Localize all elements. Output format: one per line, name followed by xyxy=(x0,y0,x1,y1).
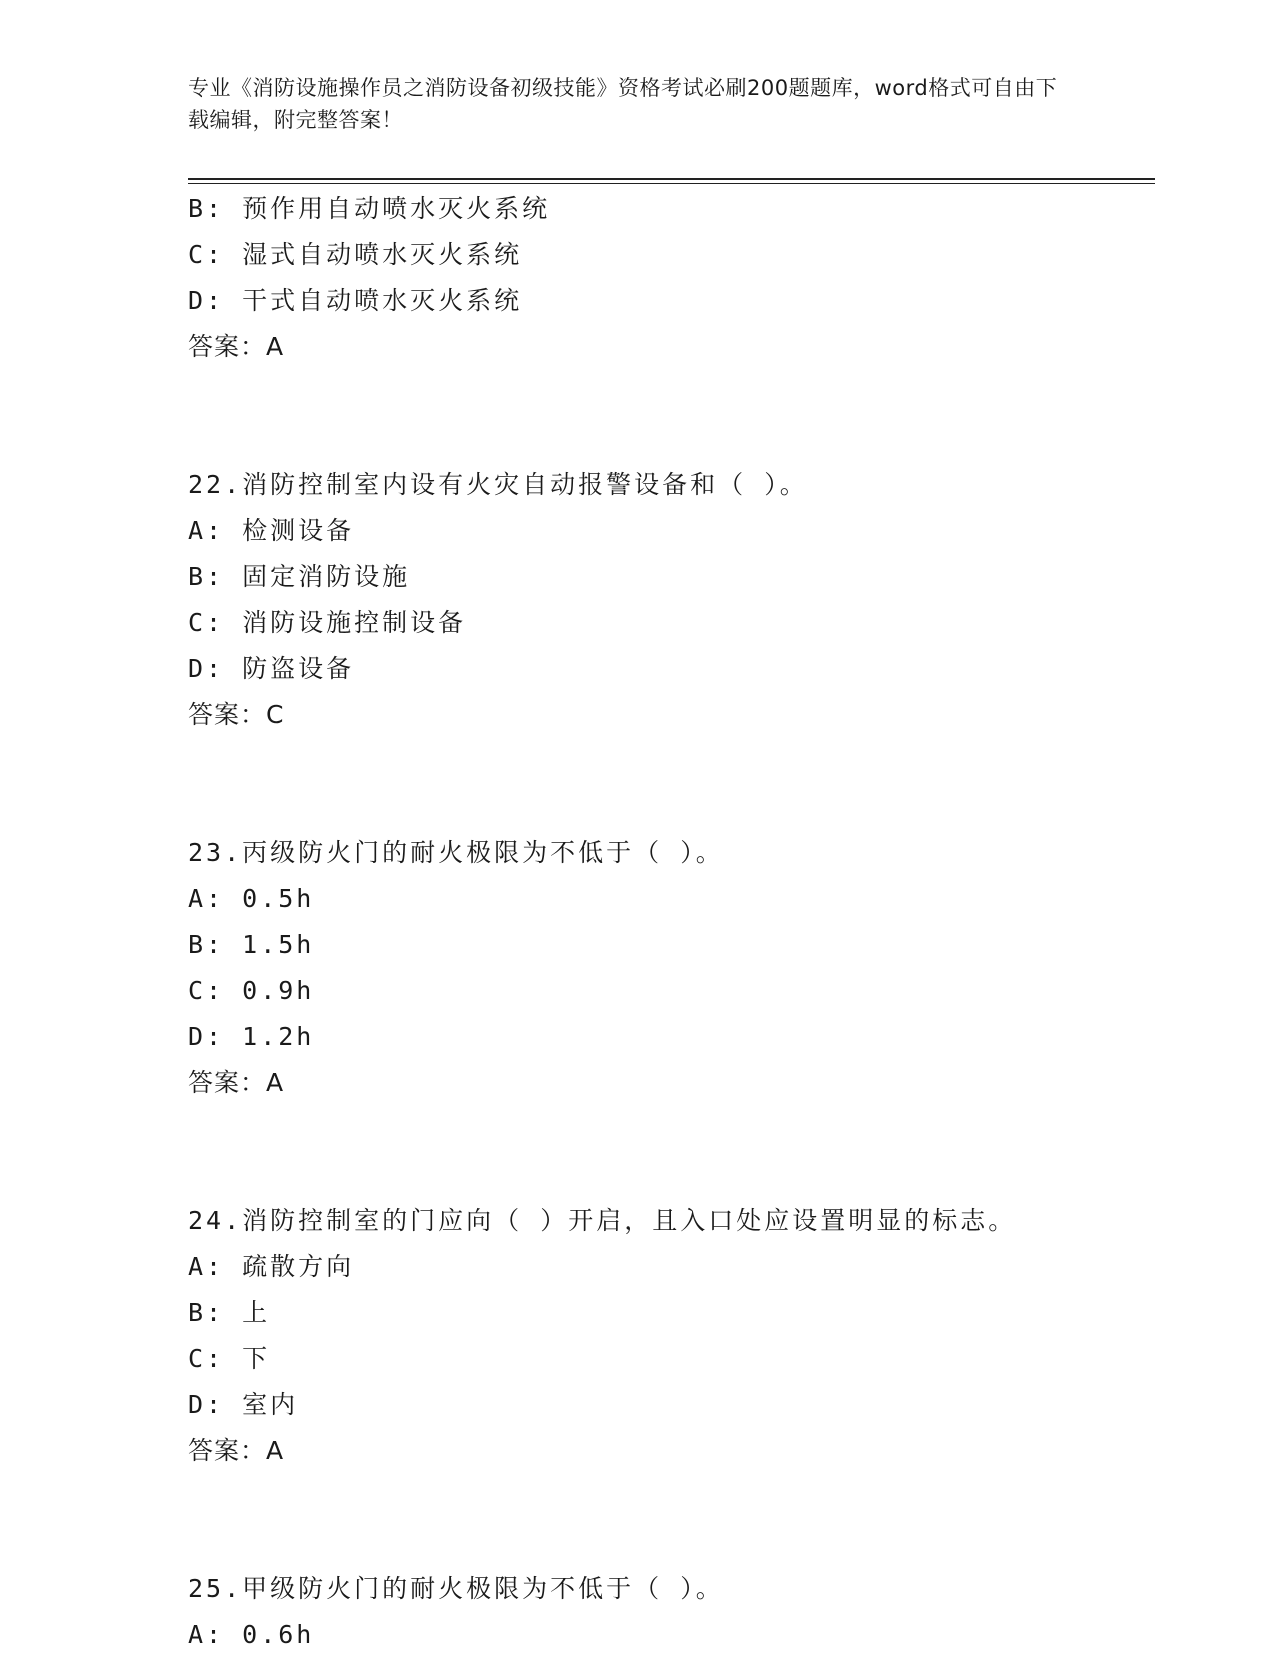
spacer xyxy=(188,1106,1155,1198)
option-a: A: 0.5h xyxy=(188,884,315,913)
question-stem: 24.消防控制室的门应向（ ）开启，且入口处应设置明显的标志。 xyxy=(188,1206,1017,1235)
option-b: B: 上 xyxy=(188,1298,271,1327)
answer-line: 答案：A xyxy=(188,1068,285,1097)
option-a: A: 检测设备 xyxy=(188,516,355,545)
option-c: C: 0.9h xyxy=(188,976,315,1005)
question-25 xyxy=(188,1566,1155,1658)
option-c: C: 下 xyxy=(188,1344,271,1373)
partial-question xyxy=(188,186,1155,370)
option-a: A: 疏散方向 xyxy=(188,1252,355,1281)
option-c: C: 消防设施控制设备 xyxy=(188,608,467,637)
option-b: B: 1.5h xyxy=(188,930,315,959)
question-23 xyxy=(188,830,1155,1106)
option-a: A: 0.6h xyxy=(188,1620,315,1649)
answer-line: 答案：A xyxy=(188,1436,285,1465)
option-d: D: 室内 xyxy=(188,1390,299,1419)
question-24 xyxy=(188,1198,1155,1474)
question-stem: 22.消防控制室内设有火灾自动报警设备和（ ）。 xyxy=(188,470,808,499)
document-header: 专业《消防设施操作员之消防设备初级技能》资格考试必刷200题题库，word格式可自由下载编辑，附完整答案！ xyxy=(188,76,1058,132)
option-d: D: 防盗设备 xyxy=(188,654,355,683)
spacer xyxy=(188,738,1155,830)
question-content xyxy=(188,186,1155,1658)
option-d: D: 干式自动喷水灭火系统 xyxy=(188,286,523,315)
option-b: B: 预作用自动喷水灭火系统 xyxy=(188,194,551,223)
question-22 xyxy=(188,462,1155,738)
answer-line: 答案：A xyxy=(188,332,285,361)
option-b: B: 固定消防设施 xyxy=(188,562,411,591)
question-stem: 23.丙级防火门的耐火极限为不低于（ ）。 xyxy=(188,838,724,867)
spacer xyxy=(188,1474,1155,1566)
option-c: C: 湿式自动喷水灭火系统 xyxy=(188,240,523,269)
header-divider-thick xyxy=(188,178,1155,180)
spacer xyxy=(188,370,1155,462)
option-d: D: 1.2h xyxy=(188,1022,315,1051)
answer-line: 答案：C xyxy=(188,700,285,729)
header-divider-thin xyxy=(188,183,1155,184)
question-stem: 25.甲级防火门的耐火极限为不低于（ ）。 xyxy=(188,1574,724,1603)
